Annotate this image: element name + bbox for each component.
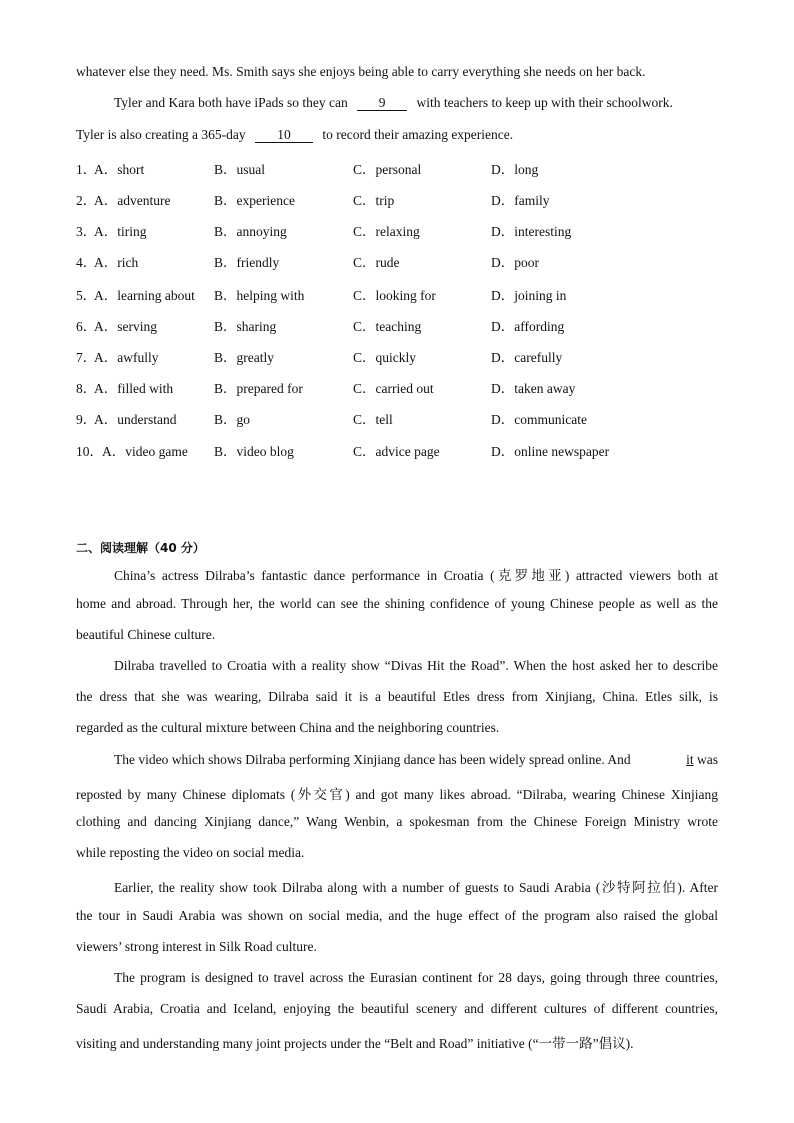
option-a: A．adventure — [94, 193, 171, 208]
option-d: D．online newspaper — [491, 444, 610, 459]
option-a: A．video game — [102, 444, 188, 459]
intro-line-2-start: Tyler and Kara both have iPads so they can — [114, 95, 348, 110]
option-d: D．joining in — [491, 288, 567, 303]
option-a: A．learning about — [94, 288, 195, 303]
option-d: D．communicate — [491, 412, 587, 427]
intro-line-2-end: with teachers to keep up with their schoolwork. — [416, 95, 673, 110]
option-b: B．experience — [214, 193, 295, 208]
option-d: D．carefully — [491, 350, 563, 365]
option-a: A．filled with — [94, 381, 174, 396]
section-heading: 二、阅读理解（40 分） — [76, 541, 205, 555]
option-b: B．friendly — [214, 255, 280, 270]
option-a: A．understand — [94, 412, 177, 427]
option-d: D．taken away — [491, 381, 576, 396]
option-a: A．short — [94, 162, 145, 177]
option-c: C．rude — [353, 255, 400, 270]
paragraph-3-first-line — [114, 752, 718, 768]
question-number: 3． — [76, 224, 97, 239]
paragraph-3-text-end: was — [697, 752, 718, 767]
option-b: B．annoying — [214, 224, 287, 239]
paragraph-3-text: The video which shows Dilraba performing Xinjiang dance has been widely spread online. And — [114, 752, 631, 767]
option-b: B．video blog — [214, 444, 294, 459]
paragraph-5-line: The program is designed to travel across the Eurasian continent for 28 days, going through three countries, — [114, 970, 718, 985]
question-number: 2． — [76, 193, 97, 208]
paragraph-1-line: beautiful Chinese culture. — [76, 627, 216, 642]
option-b: B．go — [214, 412, 251, 427]
paragraph-4-line: Earlier, the reality show took Dilraba along with a number of guests to Saudi Arabia (沙特阿拉伯). After — [114, 880, 718, 895]
paragraph-3-line: clothing and dancing Xinjiang dance,” Wang Wenbin, a spokesman from the Chinese Foreign Ministry wrote — [76, 814, 718, 829]
option-c: C．advice page — [353, 444, 440, 459]
paragraph-4-line: the tour in Saudi Arabia was shown on social media, and the huge effect of the program also raised the global — [76, 908, 718, 923]
paragraph-1-line: China’s actress Dilraba’s fantastic dance performance in Croatia (克罗地亚) attracted viewers both at — [114, 568, 718, 583]
option-d: D．family — [491, 193, 550, 208]
underlined-word-it: it — [686, 752, 694, 767]
paragraph-4-line: viewers’ strong interest in Silk Road culture. — [76, 939, 317, 954]
option-d: D．long — [491, 162, 539, 177]
option-c: C．looking for — [353, 288, 436, 303]
paragraph-5-line: Saudi Arabia, Croatia and Iceland, enjoying the beautiful scenery and different cultures of different countries, — [76, 1001, 718, 1016]
question-number: 8． — [76, 381, 97, 396]
option-d: D．interesting — [491, 224, 572, 239]
intro-line-3-start: Tyler is also creating a 365-day — [76, 127, 246, 142]
option-a: A．rich — [94, 255, 139, 270]
paragraph-3-line: while reposting the video on social media. — [76, 845, 305, 860]
question-number: 5． — [76, 288, 97, 303]
paragraph-2-line: the dress that she was wearing, Dilraba said it is a beautiful Etles dress from Xinjiang, China. Etles silk, is — [76, 689, 718, 704]
option-c: C．relaxing — [353, 224, 420, 239]
option-a: A．serving — [94, 319, 157, 334]
option-d: D．poor — [491, 255, 539, 270]
intro-line-2 — [114, 95, 718, 111]
intro-line-3-end: to record their amazing experience. — [322, 127, 514, 142]
paragraph-5-line: visiting and understanding many joint projects under the “Belt and Road” initiative (“一带一路”倡议). — [76, 1036, 634, 1051]
option-d: D．affording — [491, 319, 565, 334]
blank-10: 10 — [255, 128, 313, 143]
paragraph-2-line: Dilraba travelled to Croatia with a reality show “Divas Hit the Road”. When the host asked her to describe — [114, 658, 718, 673]
option-c: C．carried out — [353, 381, 434, 396]
question-number: 10． — [76, 444, 103, 459]
option-c: C．trip — [353, 193, 395, 208]
question-number: 6． — [76, 319, 97, 334]
option-a: A．awfully — [94, 350, 159, 365]
question-number: 1． — [76, 162, 97, 177]
option-c: C．teaching — [353, 319, 422, 334]
paragraph-2-line: regarded as the cultural mixture between China and the neighboring countries. — [76, 720, 500, 735]
question-number: 7． — [76, 350, 97, 365]
option-b: B．helping with — [214, 288, 305, 303]
intro-line-3 — [76, 127, 718, 143]
question-number: 4． — [76, 255, 97, 270]
option-c: C．tell — [353, 412, 393, 427]
option-b: B．greatly — [214, 350, 274, 365]
intro-line-1: whatever else they need. Ms. Smith says she enjoys being able to carry everything she needs on her back. — [76, 64, 646, 79]
paragraph-1-line: home and abroad. Through her, the world can see the shining confidence of young Chinese people as well as the — [76, 596, 718, 611]
option-c: C．quickly — [353, 350, 416, 365]
blank-9: 9 — [357, 96, 407, 111]
question-number: 9． — [76, 412, 97, 427]
option-c: C．personal — [353, 162, 422, 177]
option-b: B．prepared for — [214, 381, 303, 396]
option-b: B．sharing — [214, 319, 277, 334]
option-a: A．tiring — [94, 224, 147, 239]
paragraph-3-line: reposted by many Chinese diplomats (外交官) and got many likes abroad. “Dilraba, wearing Chinese Xinjiang — [76, 787, 718, 802]
option-b: B．usual — [214, 162, 266, 177]
